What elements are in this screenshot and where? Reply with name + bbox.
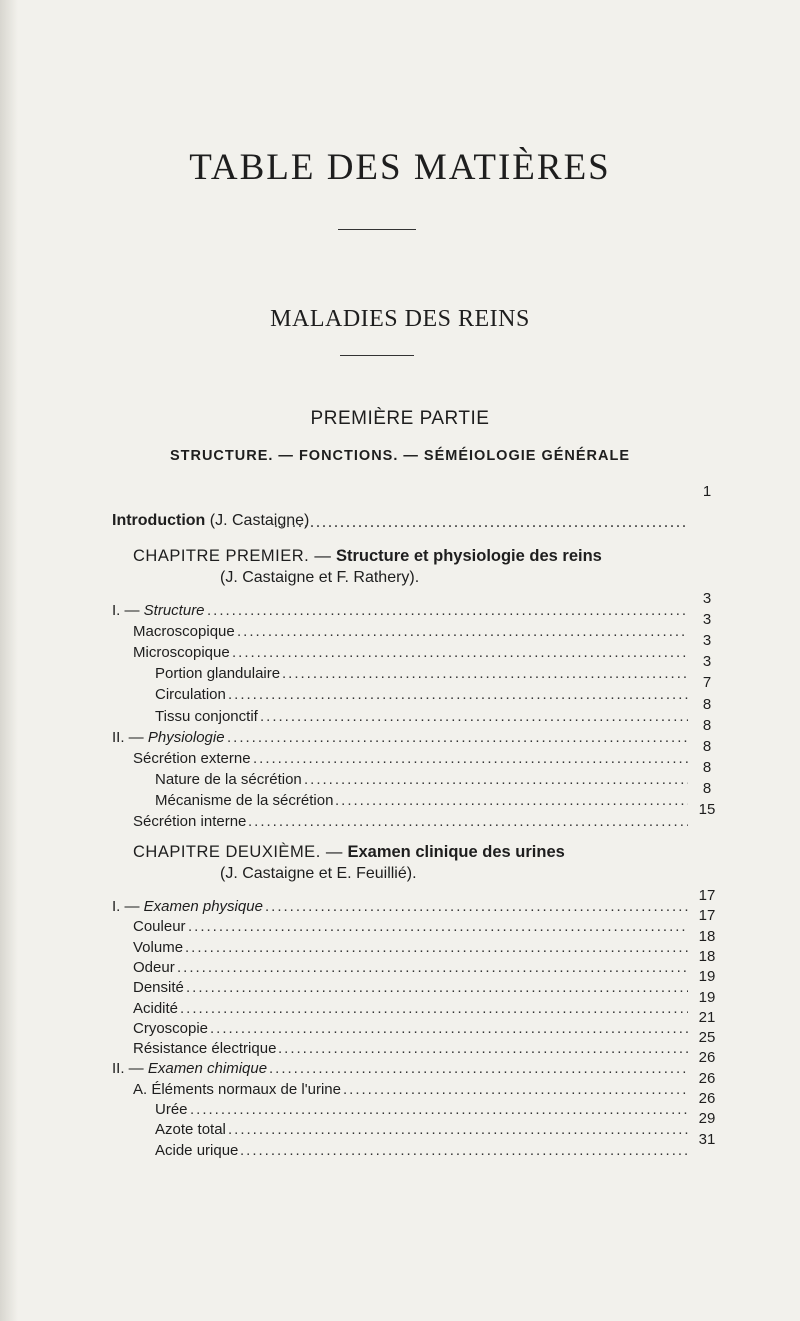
- leader-dots: [269, 1059, 688, 1079]
- leader-dots: [265, 897, 688, 917]
- page-number: 26: [698, 1049, 716, 1067]
- leader-dots: [180, 999, 688, 1019]
- leader-dots: [343, 1080, 688, 1100]
- toc-entry-label: Circulation: [155, 686, 226, 704]
- toc-entry[interactable]: [112, 1059, 688, 1079]
- toc-entry[interactable]: [133, 958, 688, 978]
- leader-dots: [186, 978, 688, 998]
- toc-entry[interactable]: [133, 643, 688, 663]
- toc-entry[interactable]: [133, 622, 688, 642]
- intro-label: Introduction: [112, 512, 206, 529]
- leader-dots: [227, 728, 688, 748]
- chapter-2-authors: (J. Castaigne et E. Feuillié).: [220, 865, 417, 882]
- toc-entry-label: Mécanisme de la sécrétion: [155, 791, 334, 809]
- toc-entry-label: Microscopique: [133, 644, 230, 662]
- leader-dots: [190, 1100, 688, 1120]
- page-number: 3: [702, 653, 712, 671]
- page-gutter-shadow: [0, 0, 18, 1321]
- leader-dots: [185, 938, 688, 958]
- toc-entry-label: Urée: [155, 1101, 188, 1118]
- leader-dots: [228, 1120, 688, 1140]
- leader-dots: [335, 791, 688, 811]
- leader-dots: [210, 1019, 688, 1039]
- toc-entry-label: Tissu conjonctif: [155, 707, 258, 725]
- toc-entry[interactable]: [133, 1019, 688, 1039]
- toc-entry[interactable]: [112, 728, 688, 748]
- toc-entry-label: I. —: [112, 898, 144, 915]
- page-number: 8: [702, 716, 712, 734]
- toc-entry[interactable]: [155, 791, 688, 811]
- page-number: 18: [698, 947, 716, 965]
- leader-dots: [282, 664, 688, 684]
- toc-entry-label-italic: Physiologie: [147, 728, 225, 746]
- toc-entry[interactable]: [155, 685, 688, 705]
- part-subtitle: STRUCTURE. — FONCTIONS. — SÉMÉIOLOGIE GÉNÉRALE: [169, 448, 631, 464]
- toc-entry[interactable]: [155, 770, 688, 790]
- toc-entry-label: Sécrétion externe: [133, 749, 251, 767]
- toc-entry[interactable]: [133, 978, 688, 998]
- toc-entry[interactable]: [155, 707, 688, 727]
- page-number: 8: [702, 758, 712, 776]
- leader-dots: [304, 770, 688, 790]
- page-number: 21: [698, 1008, 716, 1026]
- toc-entry-label: Acide urique: [155, 1141, 239, 1159]
- toc-entry-label-italic: Structure: [143, 602, 205, 619]
- leader-dots: [274, 514, 686, 534]
- page-number: 8: [702, 779, 712, 797]
- leader-dots: [177, 958, 688, 978]
- toc-entry[interactable]: [155, 1100, 688, 1120]
- intro-authors: (J. Castaigne): [209, 512, 310, 529]
- page-number: 8: [702, 737, 712, 755]
- toc-entry-label: Acidité: [133, 999, 179, 1017]
- page-number: 17: [698, 907, 716, 925]
- chapter-1-label: CHAPITRE PREMIER. —: [133, 547, 332, 565]
- part-title: PREMIÈRE PARTIE: [310, 408, 490, 429]
- page-number: 7: [702, 674, 712, 692]
- toc-entry[interactable]: [133, 999, 688, 1019]
- toc-entry[interactable]: [133, 1039, 688, 1059]
- toc-entry-label: Azote total: [155, 1121, 226, 1139]
- toc-entry-label: Odeur: [133, 958, 175, 976]
- toc-entry-label: Nature de la sécrétion: [155, 770, 302, 788]
- toc-entry-label: Portion glandulaire: [155, 665, 281, 683]
- page-number: 26: [698, 1069, 716, 1087]
- page-number: 17: [698, 887, 716, 904]
- page-number: 19: [698, 988, 716, 1006]
- page-number: 31: [698, 1130, 716, 1148]
- leader-dots: [260, 707, 688, 727]
- toc-entry[interactable]: [133, 1080, 688, 1100]
- toc-entry[interactable]: [133, 938, 688, 958]
- page-title: TABLE DES MATIÈRES: [189, 147, 611, 188]
- chapter-2-subject: Examen clinique des urines: [347, 843, 565, 861]
- page-number: 8: [702, 695, 712, 713]
- leader-dots: [253, 749, 688, 769]
- page-number: 19: [698, 968, 716, 986]
- divider: [338, 229, 416, 230]
- toc-entry[interactable]: [133, 917, 688, 937]
- chapter-1-heading: [133, 547, 602, 566]
- page-number: 3: [702, 611, 712, 629]
- toc-entry-label: II. —: [112, 1060, 148, 1078]
- toc-entry-label: Couleur: [133, 918, 186, 936]
- leader-dots: [240, 1141, 688, 1161]
- leader-dots: [188, 917, 688, 937]
- chapter-1-subject: Structure et physiologie des reins: [335, 547, 602, 565]
- page-number: 29: [698, 1110, 716, 1128]
- toc-entry[interactable]: [155, 1141, 688, 1161]
- toc-entry[interactable]: [112, 601, 688, 621]
- leader-dots: [232, 643, 688, 663]
- toc-entry-label: Résistance électrique: [133, 1040, 277, 1058]
- page-number: 3: [702, 590, 712, 607]
- toc-entry-label-italic: Examen chimique: [147, 1060, 268, 1078]
- toc-entry-label: A. Éléments normaux de l'urine: [133, 1080, 341, 1098]
- toc-entry-label: Sécrétion interne: [133, 813, 247, 830]
- page-number: 3: [702, 632, 712, 650]
- toc-entry-label: Cryoscopie: [133, 1019, 209, 1037]
- leader-dots: [207, 601, 688, 621]
- toc-entry-label: Macroscopique: [133, 623, 235, 641]
- toc-entry-label: I. —: [112, 602, 144, 619]
- page-number: 26: [698, 1090, 716, 1107]
- toc-entry-label: Volume: [133, 938, 184, 956]
- leader-dots: [248, 812, 688, 832]
- leader-dots: [237, 622, 688, 642]
- toc-entry[interactable]: [155, 1120, 688, 1140]
- page-number: 15: [698, 801, 716, 818]
- toc-entry[interactable]: [133, 812, 688, 832]
- page-number: 1: [702, 483, 712, 500]
- chapter-2-heading: [133, 843, 565, 862]
- divider: [340, 355, 414, 356]
- toc-entry[interactable]: [112, 897, 688, 917]
- toc-entry-label: II. —: [112, 728, 148, 746]
- chapter-2-label: CHAPITRE DEUXIÈME. —: [133, 843, 343, 861]
- toc-entry-label-italic: Examen physique: [143, 898, 263, 915]
- chapter-1-authors: (J. Castaigne et F. Rathery).: [220, 569, 420, 586]
- toc-entry-label: Densité: [133, 979, 184, 997]
- book-subtitle: MALADIES DES REINS: [270, 306, 530, 332]
- toc-entry[interactable]: [133, 749, 688, 769]
- leader-dots: [278, 1039, 688, 1059]
- leader-dots: [228, 685, 688, 705]
- page-number: 25: [698, 1029, 716, 1047]
- page-number: 18: [698, 927, 716, 945]
- toc-entry[interactable]: [155, 664, 688, 684]
